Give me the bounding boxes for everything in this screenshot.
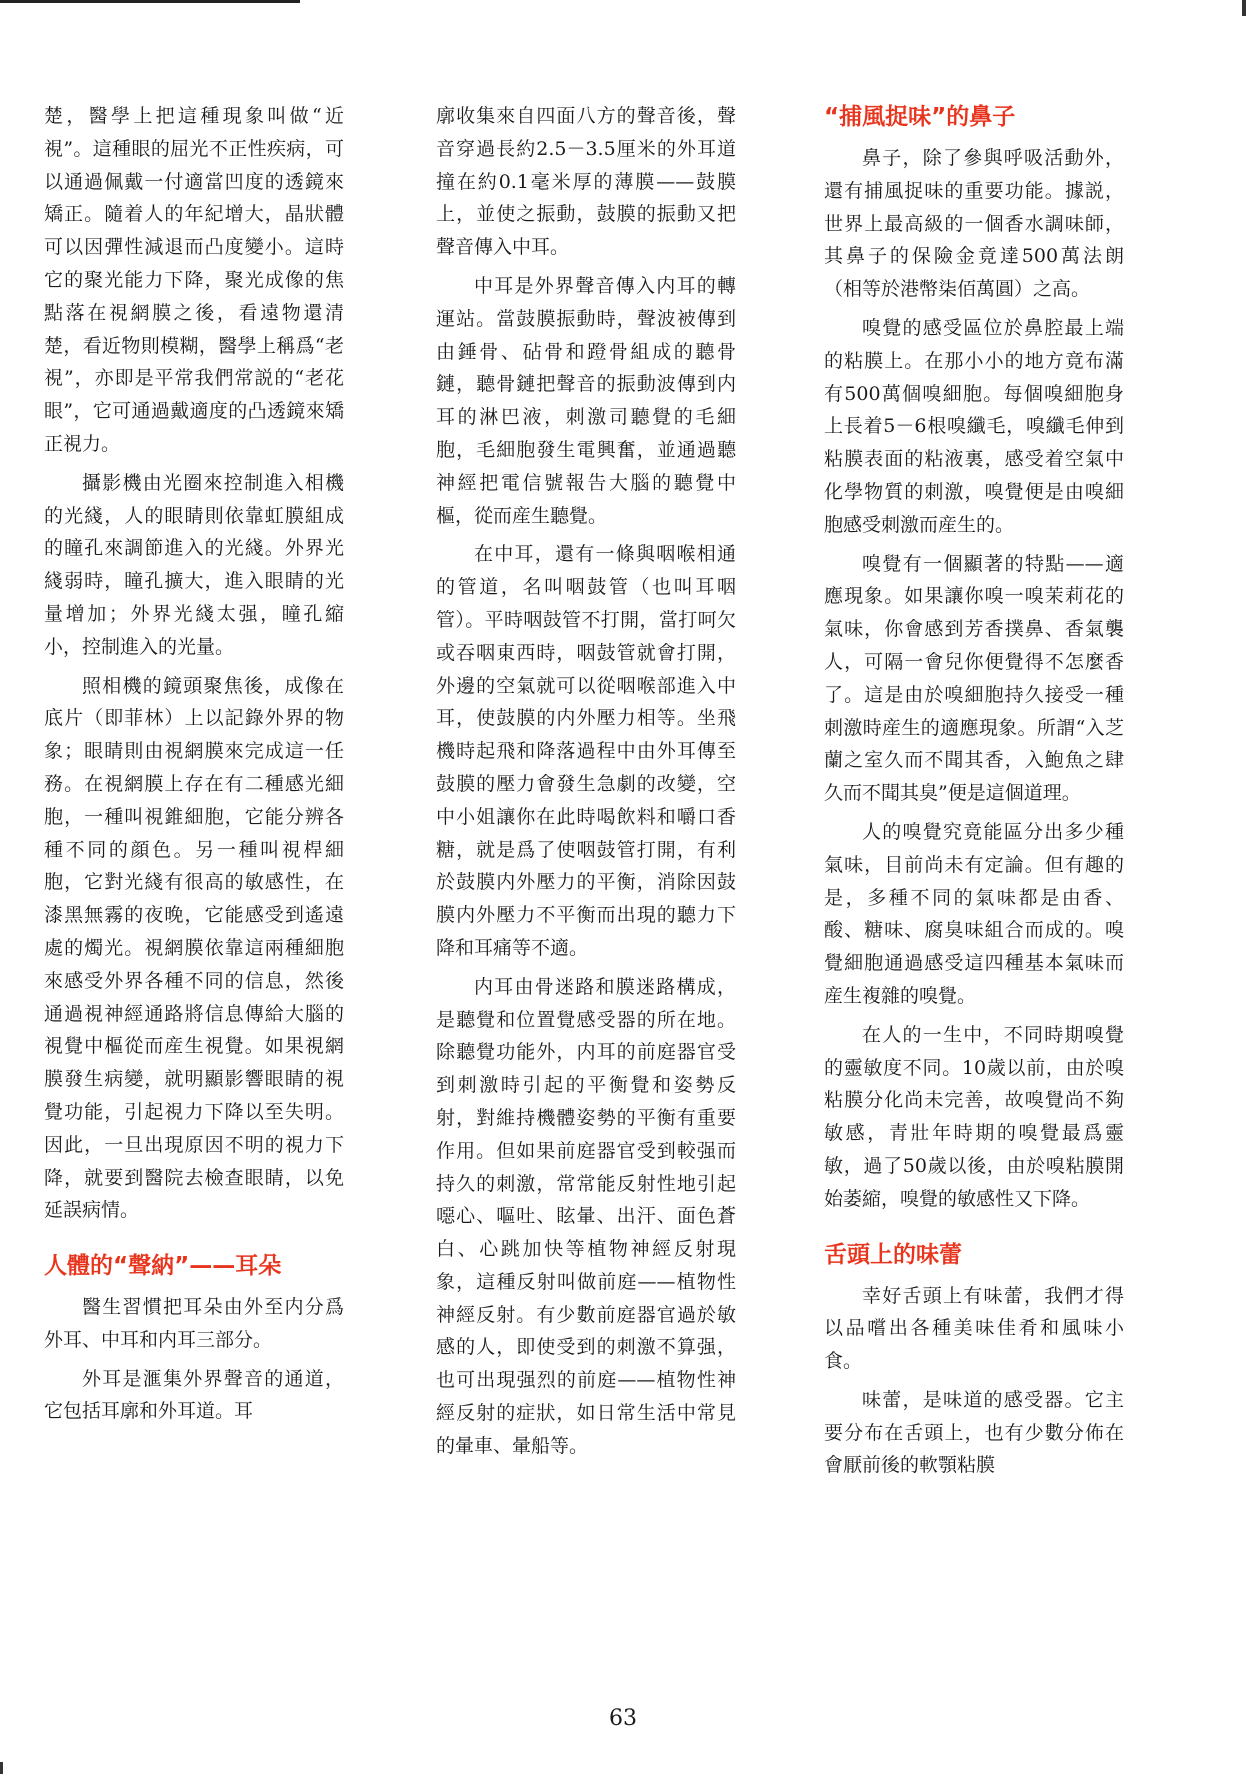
- paragraph: 在人的一生中，不同時期嗅覺的靈敏度不同。10歲以前，由於嗅粘膜分化尚未完善，故嗅覺尚不夠敏感，青壯年時期的嗅覺最爲靈敏，過了50歲以後，由於嗅粘膜開始萎縮，嗅覺的敏感性又下降。: [824, 1023, 1124, 1210]
- paragraph: 味蕾，是味道的感受器。它主要分布在舌頭上，也有少數分佈在會厭前後的軟顎粘膜: [824, 1388, 1124, 1477]
- section-heading-ear: 人體的“聲納”——耳朵: [44, 1253, 282, 1280]
- paragraph: 嗅覺有一個顯著的特點——適應現象。如果讓你嗅一嗅茉莉花的氣味，你會感到芳香撲鼻、香氣襲人，可隔一會兒你便覺得不怎麼香了。這是由於嗅細胞持久接受一種刺激時産生的適應現象。所謂“入芝蘭之室久而不聞其香，入鮑魚之肆久而不聞其臭”便是這個道理。: [824, 552, 1124, 805]
- page-number: 63: [609, 1706, 637, 1731]
- section-heading-nose: “捕風捉味”的鼻子: [824, 104, 1016, 130]
- paragraph: 照相機的鏡頭聚焦後，成像在底片（即菲林）上以記錄外界的物象；眼睛則由視網膜來完成這一任務。在視網膜上存在有二種感光細胞，一種叫視錐細胞，它能分辨各種不同的顔色。另一種叫視桿細胞，它對光綫有很高的敏感性，在漆黑無霧的夜晚，它能感受到遙遠處的燭光。視網膜依靠這兩種細胞來感受外界各種不同的信息，然後通過視神經通路將信息傳給大腦的視覺中樞從而産生視覺。如果視網膜發生病變，就明顯影響眼睛的視覺功能，引起視力下降以至失明。因此，一旦出現原因不明的視力下降，就要到醫院去檢查眼睛，以免延誤病情。: [44, 674, 344, 1222]
- paragraph: 嗅覺的感受區位於鼻腔最上端的粘膜上。在那小小的地方竟布滿有500萬個嗅細胞。每個嗅細胞身上長着5－6根嗅纖毛，嗅纖毛伸到粘膜表面的粘液裏，感受着空氣中化學物質的刺激，嗅覺便是由嗅細胞感受刺激而産生的。: [824, 316, 1124, 536]
- paragraph: 中耳是外界聲音傳入内耳的轉運站。當鼓膜振動時，聲波被傳到由錘骨、砧骨和蹬骨組成的聽骨鏈，聽骨鏈把聲音的振動波傳到内耳的淋巴液，刺激司聽覺的毛細胞，毛細胞發生電興奮，並通過聽神經把電信號報告大腦的聽覺中樞，從而産生聽覺。: [436, 274, 736, 527]
- scan-corner-mark: [0, 1762, 3, 1774]
- top-rule: [0, 0, 300, 3]
- paragraph: 攝影機由光圈來控制進入相機的光綫，人的眼睛則依靠虹膜組成的瞳孔來調節進入的光綫。外界光綫弱時，瞳孔擴大，進入眼睛的光量增加；外界光綫太强，瞳孔縮小，控制進入的光量。: [44, 471, 344, 658]
- paragraph: 廓收集來自四面八方的聲音後，聲音穿過長約2.5－3.5厘米的外耳道撞在約0.1毫米厚的薄膜——鼓膜上，並使之振動，鼓膜的振動又把聲音傳入中耳。: [436, 105, 736, 259]
- paragraph: 人的嗅覺究竟能區分出多少種氣味，目前尚未有定論。但有趣的是，多種不同的氣味都是由香、酸、糖味、腐臭味組合而成的。嗅覺細胞通過感受這四種基本氣味而産生複雜的嗅覺。: [824, 820, 1124, 1007]
- paragraph: 醫生習慣把耳朵由外至内分爲外耳、中耳和内耳三部分。: [44, 1296, 344, 1351]
- paragraph: 幸好舌頭上有味蕾，我們才得以品嚐出各種美味佳肴和風味小食。: [824, 1284, 1124, 1373]
- paragraph: 外耳是滙集外界聲音的通道，它包括耳廓和外耳道。耳: [44, 1367, 344, 1423]
- paragraph: 鼻子，除了參與呼吸活動外，還有捕風捉味的重要功能。據説，世界上最高級的一個香水調味師，其鼻子的保險金竟達500萬法朗（相等於港幣柒佰萬圓）之高。: [824, 147, 1124, 301]
- column-3: [824, 100, 1124, 1488]
- paragraph: 楚，醫學上把這種現象叫做“近視”。這種眼的屈光不正性疾病，可以通過佩戴一付適當凹度的透鏡來矯正。隨着人的年紀增大，晶狀體可以因彈性減退而凸度變小。這時它的聚光能力下降，聚光成像的焦點落在視網膜之後，看遠物還清楚，看近物則模糊，醫學上稱爲“老視”，亦即是平常我們常説的“老花眼”，它可通過戴適度的凸透鏡來矯正視力。: [44, 105, 344, 455]
- scan-edge-mark: [1242, 0, 1246, 16]
- section-heading-tongue: 舌頭上的味蕾: [824, 1241, 962, 1268]
- column-1: [44, 100, 344, 1434]
- column-2: [436, 100, 736, 1469]
- paragraph: 在中耳，還有一條與咽喉相通的管道，名叫咽鼓管（也叫耳咽管）。平時咽鼓管不打開，當打呵欠或吞咽東西時，咽鼓管就會打開，外邊的空氣就可以從咽喉部進入中耳，使鼓膜的内外壓力相等。坐飛機時起飛和降落過程中由外耳傳至鼓膜的壓力會發生急劇的改變，空中小姐讓你在此時喝飲料和嚼口香糖，就是爲了使咽鼓管打開，有利於鼓膜内外壓力的平衡，消除因鼓膜内外壓力不平衡而出現的聽力下降和耳痛等不適。: [436, 543, 736, 959]
- paragraph: 内耳由骨迷路和膜迷路構成，是聽覺和位置覺感受器的所在地。除聽覺功能外，内耳的前庭器官受到刺激時引起的平衡覺和姿勢反射，對維持機體姿勢的平衡有重要作用。但如果前庭器官受到較强而持久的刺激，常常能反射性地引起噁心、嘔吐、眩暈、出汗、面色蒼白、心跳加快等植物神經反射現象，這種反射叫做前庭——植物性神經反射。有少數前庭器官過於敏感的人，即使受到的刺激不算强，也可出現强烈的前庭——植物性神經反射的症狀，如日常生活中常見的暈車、暈船等。: [436, 975, 736, 1457]
